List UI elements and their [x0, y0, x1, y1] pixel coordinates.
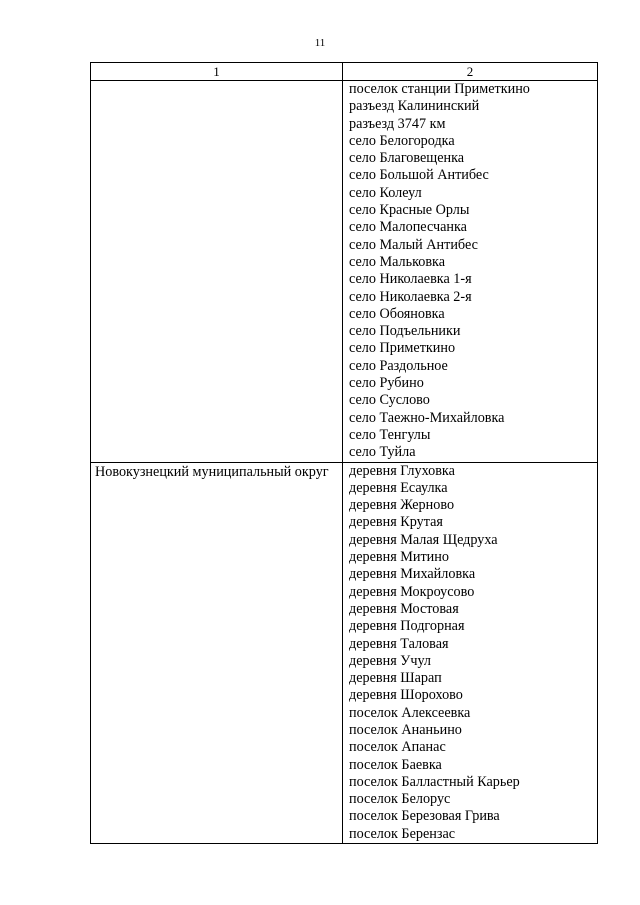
settlement-list: [343, 81, 597, 462]
settlements-table: [90, 62, 598, 844]
settlements-cell: [343, 462, 598, 844]
settlement-item: село Подъельники: [349, 323, 461, 340]
settlement-item: село Большой Антибес: [349, 167, 489, 184]
settlement-item: поселок Березовая Грива: [349, 808, 500, 825]
column-header-2: 2: [343, 63, 598, 81]
settlement-item: село Мальковка: [349, 253, 446, 270]
settlement-item: деревня Мокроусово: [349, 583, 475, 600]
settlement-item: село Тенгулы: [349, 426, 431, 443]
settlement-item: поселок Берензас: [349, 825, 456, 842]
settlement-item: село Белогородка: [349, 132, 455, 149]
settlement-item: село Приметкино: [349, 340, 456, 357]
settlement-item: деревня Митино: [349, 549, 449, 566]
settlement-item: деревня Таловая: [349, 635, 449, 652]
settlement-item: деревня Мостовая: [349, 600, 459, 617]
settlement-item: разъезд 3747 км: [349, 115, 446, 132]
settlement-list: [343, 463, 597, 844]
settlement-item: село Суслово: [349, 392, 430, 409]
district-name: Новокузнецкий муниципальный округ: [95, 463, 329, 480]
settlement-item: село Раздольное: [349, 357, 448, 374]
table-body: [91, 81, 598, 844]
settlement-item: село Благовещенка: [349, 150, 465, 167]
settlement-item: поселок Белорус: [349, 791, 451, 808]
settlement-item: село Обояновка: [349, 305, 445, 322]
settlement-item: разъезд Калининский: [349, 98, 480, 115]
settlement-item: деревня Михайловка: [349, 566, 476, 583]
settlement-item: село Малый Антибес: [349, 236, 478, 253]
page-number: 11: [314, 37, 326, 49]
settlement-item: село Таежно-Михайловка: [349, 409, 505, 426]
settlement-item: поселок Апанас: [349, 739, 446, 756]
settlement-item: деревня Учул: [349, 652, 432, 669]
settlement-item: поселок Алексеевка: [349, 704, 471, 721]
settlement-item: село Туйла: [349, 444, 416, 461]
settlement-item: деревня Крутая: [349, 514, 443, 531]
table-row: [91, 81, 598, 463]
settlement-item: деревня Шарап: [349, 670, 442, 687]
settlement-item: деревня Подгорная: [349, 618, 465, 635]
column-header-1: 1: [91, 63, 343, 81]
district-cell: [91, 462, 343, 844]
settlement-item: деревня Глуховка: [349, 462, 455, 479]
settlement-item: село Рубино: [349, 375, 424, 392]
settlement-item: село Николаевка 1-я: [349, 271, 472, 288]
settlement-item: поселок Ананьино: [349, 721, 462, 738]
settlement-item: поселок Баевка: [349, 756, 442, 773]
settlement-item: село Малопесчанка: [349, 219, 467, 236]
settlement-item: деревня Шорохово: [349, 687, 463, 704]
settlement-item: поселок Балластный Карьер: [349, 773, 520, 790]
settlements-cell: [343, 81, 598, 463]
settlement-item: село Николаевка 2-я: [349, 288, 472, 305]
district-cell: [91, 81, 343, 463]
table-row: [91, 462, 598, 844]
settlement-item: село Колеул: [349, 184, 422, 201]
settlement-item: деревня Малая Щедруха: [349, 531, 498, 548]
settlement-item: деревня Есаулка: [349, 479, 448, 496]
settlement-item: село Красные Орлы: [349, 202, 470, 219]
settlement-item: деревня Жерново: [349, 497, 455, 514]
table-header-row: [91, 63, 598, 81]
settlement-item: поселок станции Приметкино: [349, 81, 530, 97]
